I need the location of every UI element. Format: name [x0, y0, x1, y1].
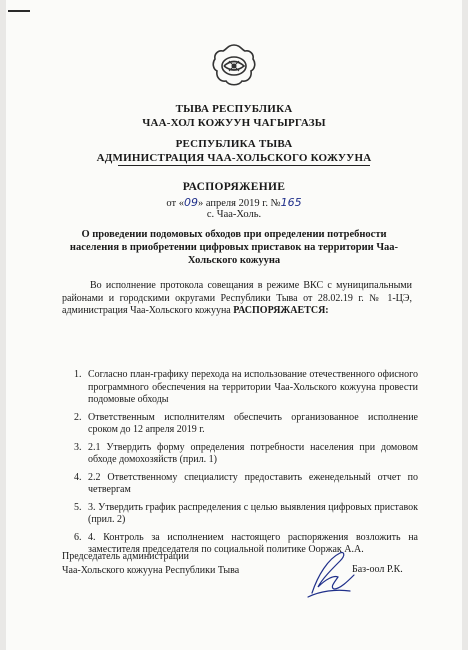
- date-line: [0, 196, 468, 209]
- place-line: с. Чаа-Холь.: [206, 209, 262, 220]
- signatory-position-line2: Чаа-Хольского кожууна Республики Тыва: [62, 565, 240, 576]
- list-item: 1. Согласно план-графику перехода на использование отечественного офисного программного обеспечения на территории Чаа-Хольского кожууна провести подомовые обходы: [74, 369, 418, 405]
- list-item: 3. 2.1 Утвердить форму определения потребности населения при домовом обходе домохозяйств (прил. 1): [74, 441, 418, 465]
- header-tuva-administration: ЧАА-ХОЛ КОЖУУН ЧАГЫРГАЗЫ: [142, 117, 326, 129]
- preamble-text: Во исполнение протокола совещания в режиме ВКС с муниципальными районами и городскими округами Республики Тыва от 28.02.19 г. № 1-ЦЭ, администрация Чаа-Хольского кожууна: [62, 280, 412, 316]
- header-tuva-republic: ТЫВА РЕСПУБЛИКА: [175, 103, 293, 115]
- signatory-position: [62, 550, 239, 578]
- header-ru-republic: РЕСПУБЛИКА ТЫВА: [175, 138, 293, 150]
- list-item: 4. 2.2 Ответственному специалисту предоставить еженедельный отчет по четвергам: [74, 471, 418, 495]
- header-ru-administration: АДМИНИСТРАЦИЯ ЧАА-ХОЛЬСКОГО КОЖУУНА: [96, 152, 372, 164]
- handwritten-signature-icon: [300, 545, 360, 600]
- header-underline: [118, 165, 370, 166]
- list-item: 2. Ответственным исполнителям обеспечить организованное исполнение сроком до 12 апреля 2019 г.: [74, 411, 418, 435]
- date-day: 09: [183, 196, 198, 209]
- date-suffix: » апреля 2019 г. №: [197, 198, 281, 209]
- document-number: 165: [280, 196, 302, 209]
- list-item: 5. 3. Утвердить график распределения с целью выявления цифровых приставок (прил. 2): [74, 501, 418, 525]
- directive-list: [74, 369, 418, 562]
- preamble-directive: РАСПОРЯЖАЕТСЯ:: [233, 305, 329, 316]
- scan-mark: [8, 10, 30, 12]
- list-item: 6. 4. Контроль за исполнением настоящего распоряжения возложить на заместителя председателя по социальной политике Ооржак А.А.: [74, 531, 418, 555]
- document-subject: О проведении подомовых обходов при определении потребности населения в приобретении цифровых приставок на территории Чаа-Хольского кожууна: [69, 229, 399, 266]
- date-prefix: от «: [166, 198, 184, 209]
- coat-of-arms-icon: [209, 41, 259, 91]
- preamble: [62, 280, 412, 318]
- signatory-position-line1: Председатель администрации: [62, 551, 189, 562]
- document-title: РАСПОРЯЖЕНИЕ: [182, 181, 286, 193]
- signatory-name: Баз-оол Р.К.: [352, 564, 403, 575]
